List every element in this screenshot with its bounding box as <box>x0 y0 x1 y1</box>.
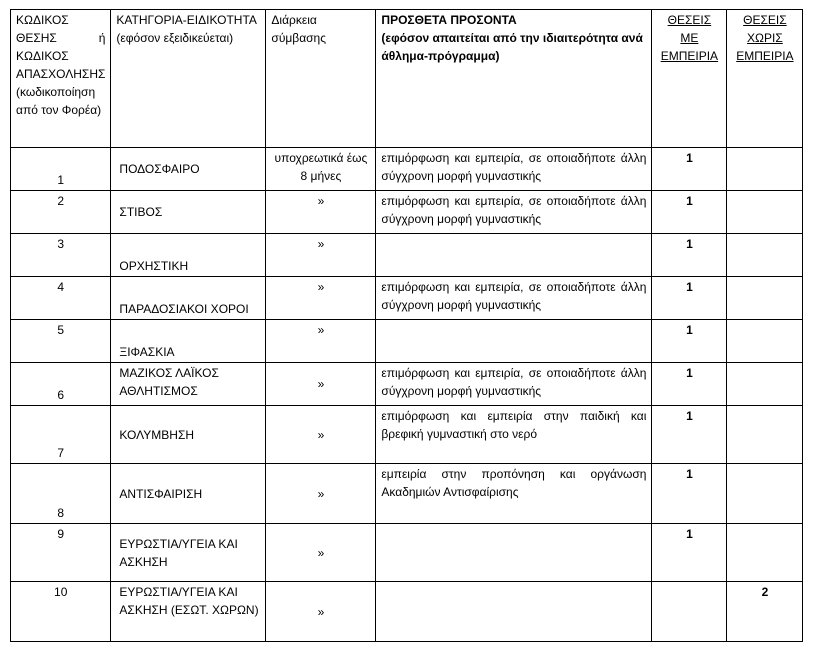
row-with-experience: 1 <box>652 464 727 524</box>
table-row <box>11 148 803 191</box>
table-row <box>11 464 803 524</box>
table-row <box>11 277 803 320</box>
header-with-experience-label: ΘΕΣΕΙΣ ΜΕ ΕΜΠΕΙΡΙΑ <box>660 13 719 63</box>
table-row <box>11 406 803 464</box>
row-category: ΜΑΖΙΚΟΣ ΛΑΪΚΟΣ ΑΘΛΗΤΙΣΜΟΣ <box>111 363 266 406</box>
row-code: 5 <box>11 320 111 363</box>
row-qualifications: επιμόρφωση και εμπειρία, σε οποιαδήποτε άλλη σύγχρονη μορφή γυμναστικής <box>376 277 652 320</box>
row-with-experience: 1 <box>652 406 727 464</box>
row-category: ΠΟΔΟΣΦΑΙΡΟ <box>111 148 266 191</box>
row-with-experience: 1 <box>652 234 727 277</box>
row-code: 3 <box>11 234 111 277</box>
row-category: ΠΑΡΑΔΟΣΙΑΚΟΙ ΧΟΡΟΙ <box>111 277 266 320</box>
row-with-experience: 1 <box>652 191 727 234</box>
row-duration: » <box>266 320 376 363</box>
row-duration: » <box>266 524 376 582</box>
row-code: 4 <box>11 277 111 320</box>
header-without-experience <box>727 10 803 148</box>
row-duration: » <box>266 363 376 406</box>
row-qualifications: επιμόρφωση και εμπειρία στην παιδική και βρεφική γυμναστική στο νερό <box>376 406 652 464</box>
row-category: ΚΟΛΥΜΒΗΣΗ <box>111 406 266 464</box>
row-category: ΣΤΙΒΟΣ <box>111 191 266 234</box>
row-with-experience: 1 <box>652 277 727 320</box>
header-with-experience <box>652 10 727 148</box>
row-duration: » <box>266 582 376 642</box>
row-qualifications <box>376 524 652 582</box>
row-qualifications: επιμόρφωση και εμπειρία, σε οποιαδήποτε άλλη σύγχρονη μορφή γυμναστικής <box>376 363 652 406</box>
row-qualifications <box>376 582 652 642</box>
row-code: 2 <box>11 191 111 234</box>
row-duration: υποχρεωτικά έως 8 μήνες <box>266 148 376 191</box>
row-duration: » <box>266 277 376 320</box>
row-without-experience <box>727 191 803 234</box>
row-category: ΑΝΤΙΣΦΑΙΡΙΣΗ <box>111 464 266 524</box>
row-code: 9 <box>11 524 111 582</box>
row-category: ΞΙΦΑΣΚΙΑ <box>111 320 266 363</box>
row-qualifications <box>376 320 652 363</box>
row-with-experience: 1 <box>652 320 727 363</box>
header-without-experience-label: ΘΕΣΕΙΣ ΧΩΡΙΣ ΕΜΠΕΙΡΙΑ <box>736 13 794 63</box>
header-category: ΚΑΤΗΓΟΡΙΑ-ΕΙΔΙΚΟΤΗΤΑ (εφόσον εξειδικεύεται) <box>111 10 266 148</box>
table-row <box>11 582 803 642</box>
row-category: ΕΥΡΩΣΤΙΑ/ΥΓΕΙΑ ΚΑΙ ΑΣΚΗΣΗ (ΕΣΩΤ. ΧΩΡΩΝ) <box>111 582 266 642</box>
table-row <box>11 320 803 363</box>
header-row <box>11 10 803 148</box>
header-duration: Διάρκεια σύμβασης <box>266 10 376 148</box>
row-without-experience <box>727 464 803 524</box>
row-duration: » <box>266 406 376 464</box>
row-without-experience <box>727 363 803 406</box>
header-qualifications-title: ΠΡΟΣΘΕΤΑ ΠΡΟΣΟΝΤΑ <box>381 13 517 27</box>
row-code: 7 <box>11 406 111 464</box>
header-code: ΚΩΔΙΚΟΣ ΘΕΣΗΣ ή ΚΩΔΙΚΟΣ ΑΠΑΣΧΟΛΗΣΗΣ (κωδικοποίηση από τον Φορέα) <box>11 10 111 148</box>
header-qualifications <box>376 10 652 148</box>
table-row <box>11 191 803 234</box>
row-without-experience <box>727 524 803 582</box>
row-code: 10 <box>11 582 111 642</box>
row-without-experience <box>727 234 803 277</box>
row-without-experience <box>727 277 803 320</box>
row-with-experience: 1 <box>652 524 727 582</box>
row-with-experience <box>652 582 727 642</box>
row-without-experience <box>727 148 803 191</box>
header-qualifications-sub: (εφόσον απαιτείται από την ιδιαιτερότητα ανά άθλημα-πρόγραμμα) <box>381 31 643 63</box>
row-qualifications: εμπειρία στην προπόνηση και οργάνωση Ακαδημιών Αντισφαίρισης <box>376 464 652 524</box>
row-qualifications: επιμόρφωση και εμπειρία, σε οποιαδήποτε άλλη σύγχρονη μορφή γυμναστικής <box>376 148 652 191</box>
row-duration: » <box>266 191 376 234</box>
row-duration: » <box>266 234 376 277</box>
row-without-experience <box>727 320 803 363</box>
row-code: 1 <box>11 148 111 191</box>
row-without-experience: 2 <box>727 582 803 642</box>
table-row <box>11 234 803 277</box>
row-code: 8 <box>11 464 111 524</box>
row-qualifications <box>376 234 652 277</box>
table-row <box>11 524 803 582</box>
row-code: 6 <box>11 363 111 406</box>
positions-table <box>10 9 803 642</box>
row-category: ΕΥΡΩΣΤΙΑ/ΥΓΕΙΑ ΚΑΙ ΑΣΚΗΣΗ <box>111 524 266 582</box>
row-without-experience <box>727 406 803 464</box>
row-with-experience: 1 <box>652 363 727 406</box>
row-qualifications: επιμόρφωση και εμπειρία, σε οποιαδήποτε άλλη σύγχρονη μορφή γυμναστικής <box>376 191 652 234</box>
row-category: ΟΡΧΗΣΤΙΚΗ <box>111 234 266 277</box>
row-duration: » <box>266 464 376 524</box>
table-row <box>11 363 803 406</box>
row-with-experience: 1 <box>652 148 727 191</box>
